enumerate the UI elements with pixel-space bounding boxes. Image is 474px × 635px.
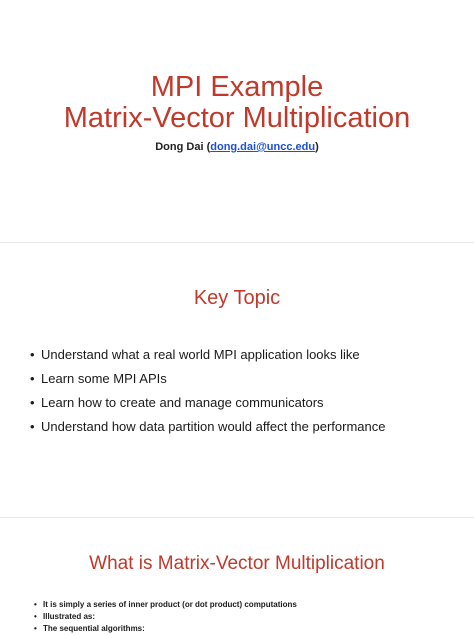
- mvm-bullet-list: [34, 599, 464, 635]
- mvm-slide-title: What is Matrix-Vector Multiplication: [89, 553, 385, 574]
- bullet-icon: •: [34, 612, 37, 621]
- key-topic-slide: [0, 246, 474, 516]
- slide-divider: [0, 517, 474, 518]
- list-item: [34, 623, 464, 635]
- slide-title-line-1: MPI Example: [150, 71, 324, 103]
- mvm-slide: [0, 520, 474, 632]
- bullet-text: Learn how to create and manage communicators: [41, 395, 324, 410]
- key-topic-title: Key Topic: [193, 287, 281, 309]
- bullet-icon: •: [34, 624, 37, 633]
- author-open-paren: (: [203, 141, 211, 153]
- list-item: [30, 367, 460, 391]
- list-item: [30, 415, 460, 439]
- bullet-text: It is simply a series of inner product (or dot product) computations: [43, 600, 297, 609]
- author-name: Dong Dai: [155, 141, 204, 153]
- slide-title-line-2: Matrix-Vector Multiplication: [63, 102, 411, 134]
- list-item: [34, 611, 464, 623]
- bullet-icon: •: [30, 395, 35, 410]
- bullet-icon: •: [30, 371, 35, 386]
- key-topic-bullet-list: [30, 343, 460, 439]
- list-item: [34, 599, 464, 611]
- bullet-text: Understand how data partition would affect the performance: [41, 419, 386, 434]
- bullet-text: Understand what a real world MPI application looks like: [41, 347, 360, 362]
- author-line: [0, 141, 474, 153]
- bullet-icon: •: [34, 600, 37, 609]
- slide-divider: [0, 242, 474, 243]
- bullet-text: Learn some MPI APIs: [41, 371, 167, 386]
- author-close-paren: ): [315, 141, 319, 153]
- bullet-icon: •: [30, 419, 35, 434]
- bullet-text: The sequential algorithms:: [43, 624, 145, 633]
- title-slide: [0, 0, 474, 240]
- list-item: [30, 343, 460, 367]
- bullet-text: Illustrated as:: [43, 612, 96, 621]
- bullet-icon: •: [30, 347, 35, 362]
- author-email-link[interactable]: dong.dai@uncc.edu: [210, 141, 316, 153]
- list-item: [30, 391, 460, 415]
